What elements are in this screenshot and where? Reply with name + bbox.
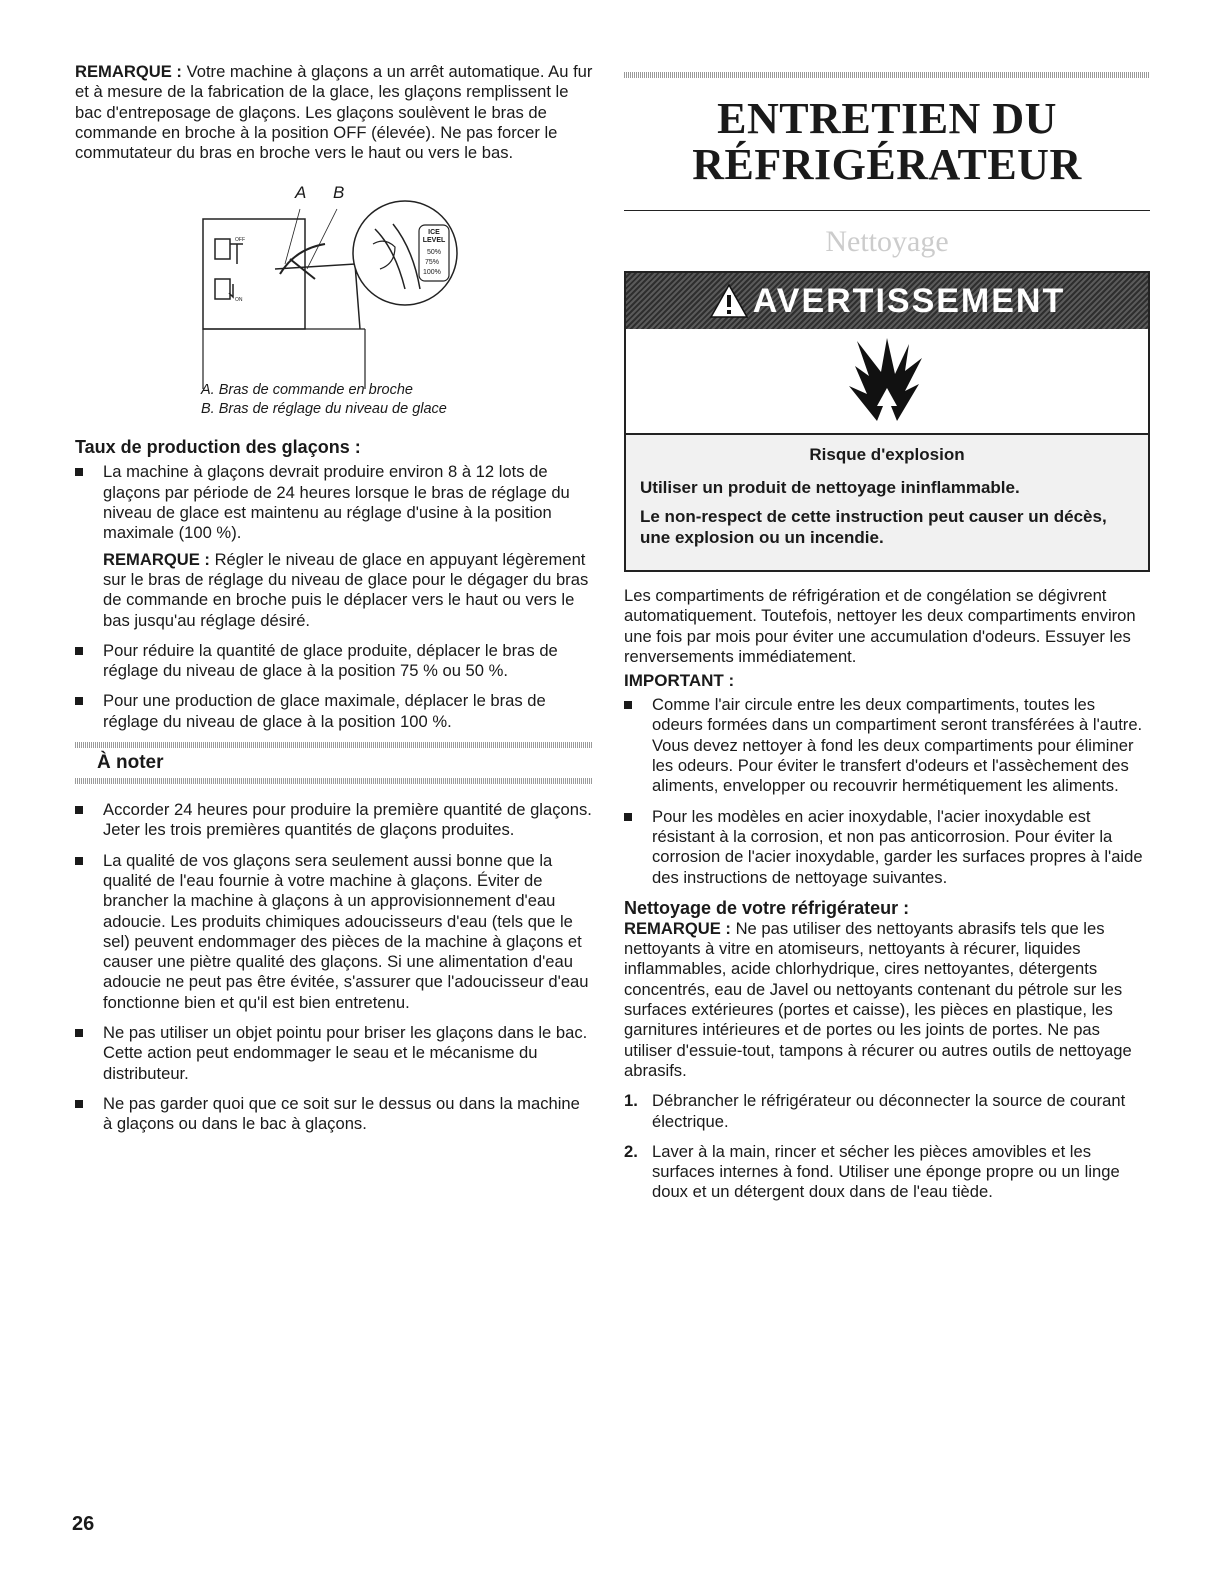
warning-risk: Risque d'explosion (809, 445, 965, 464)
step-item (624, 1091, 1150, 1132)
warning-box (624, 271, 1150, 572)
production-item: Pour une production de glace maximale, déplacer le bras de réglage du niveau de glace à la position 100 %. (75, 691, 593, 732)
figure-label-b: B (333, 183, 345, 203)
warning-triangle-icon (709, 283, 749, 319)
production-item (75, 462, 593, 630)
warning-icon-row (626, 329, 1148, 435)
warning-header (626, 273, 1148, 329)
figure-label-a: A (295, 183, 307, 203)
important-item: Comme l'air circule entre les deux compartiments, toutes les odeurs formées dans un compartiment seront transférées à l'autre. Vous devez nettoyer à fond les deux compartiments pour éliminer les odeurs. Pour éviter le transfert d'odeurs et l'assèchement des aliments, envelopper ou recouvrir hermétiquement les aliments. (624, 695, 1150, 796)
figure-ice-level-label: ICE LEVEL (422, 229, 446, 245)
intro-cleaning-paragraph: Les compartiments de réfrigération et de congélation se dégivrent automatiquement. Toutefois, nettoyer les deux compartiments environ une fois par mois pour éviter une accumulation d'odeurs. Essuyer les renversements immédiatement. (624, 586, 1136, 666)
figure-on-label: ON (235, 297, 243, 304)
noter-item: Ne pas utiliser un objet pointu pour briser les glaçons dans le bac. Cette action peut endommager le seau et le mécanisme du distributeur. (75, 1023, 593, 1084)
figure-caption-a: A. Bras de commande en broche (201, 382, 413, 399)
figure-pct-100: 100% (423, 269, 441, 277)
production-list (75, 462, 593, 732)
cleaning-note-text: Ne pas utiliser des nettoyants abrasifs tels que les nettoyants à vitre en atomiseurs, nettoyants à récurer, liquides inflammables, acide chlorhydrique, cires nettoyantes, détergents concentrés, eau de Javel ou nettoyants contenant du pétrole sur les surfaces extérieures (portes et caisse), les pièces en plastique, les garnitures intérieures et de portes ou les joints de portes. Ne pas utiliser d'essuie-tout, tampons à récurer ou autres outils de nettoyage abrasifs. (624, 918, 1132, 1080)
noter-heading: À noter (97, 752, 164, 774)
intro-text: Votre machine à glaçons a un arrêt automatique. Au fur et à mesure de la fabrication de la glace, les glaçons remplissent le bac d'entreposage de glaçons. Les glaçons soulèvent le bras de commande en broche à la position OFF (élevée). Ne pas forcer le commutateur du bras en broche vers le haut ou vers le bas. (75, 62, 593, 163)
warning-line2: Le non-respect de cette instruction peut causer un décès, une explosion ou un incendie. (640, 507, 1107, 547)
warning-header-text: AVERTISSEMENT (752, 281, 1066, 320)
production-note-label: REMARQUE : (103, 549, 210, 569)
figure-pct-75: 75% (425, 259, 440, 267)
step-number: 2. (624, 1141, 638, 1161)
production-heading: Taux de production des glaçons : (75, 437, 361, 458)
warning-line1: Utiliser un produit de nettoyage ininflammable. (640, 478, 1020, 497)
cleaning-heading: Nettoyage de votre réfrigérateur : (624, 897, 910, 918)
important-list (624, 695, 1150, 888)
page-title (624, 96, 1150, 188)
noter-item: La qualité de vos glaçons sera seulement aussi bonne que la qualité de l'eau fournie à votre machine à glaçons. Éviter de brancher la machine à glaçons à un approvisionnement d'eau adoucie. Les produits chimiques adoucisseurs d'eau (tels que le sel) peuvent endommager des pièces de la machine à glaçons et causer une piètre qualité des glaçons. Si une alimentation d'eau adoucie ne peut pas être évitée, s'assurer que l'adoucisseur d'eau fonctionne bien et qu'il est bien entretenu. (75, 851, 593, 1013)
production-note (103, 550, 593, 631)
figure-caption-b: B. Bras de réglage du niveau de glace (201, 401, 447, 418)
step-text: Laver à la main, rincer et sécher les pièces amovibles et les surfaces internes à fond. Utiliser une éponge propre ou un linge doux et un détergent doux dans de l'eau tiède. (652, 1141, 1120, 1202)
step-number: 1. (624, 1091, 638, 1111)
warning-body (626, 435, 1148, 570)
noter-item: Ne pas garder quoi que ce soit sur le dessus ou dans la machine à glaçons ou dans le bac à glaçons. (75, 1094, 593, 1135)
important-item: Pour les modèles en acier inoxydable, l'acier inoxydable est résistant à la corrosion, et non pas anticorrosion. Pour éviter la corrosion de l'acier inoxydable, garder les surfaces propres à l'aide des instructions de nettoyage suivantes. (624, 807, 1150, 888)
important-heading: IMPORTANT : (624, 671, 735, 691)
page-title-line2: RÉFRIGÉRATEUR (692, 140, 1082, 189)
cleaning-note-label: REMARQUE : (624, 918, 731, 938)
ice-maker-figure (75, 183, 593, 389)
production-item: Pour réduire la quantité de glace produite, déplacer le bras de réglage du niveau de glace à la position 75 % ou 50 %. (75, 641, 593, 682)
title-divider (624, 72, 1150, 78)
ice-maker-diagram (75, 189, 593, 389)
explosion-icon (847, 336, 927, 426)
title-rule (624, 210, 1150, 211)
section-heading: Nettoyage (825, 225, 949, 258)
steps-list (624, 1091, 1150, 1202)
production-item-text: La machine à glaçons devrait produire environ 8 à 12 lots de glaçons par période de 24 heures lorsque le bras de réglage du niveau de glace est maintenu au réglage d'usine à la position maximale (100 %). (103, 462, 570, 543)
production-note-text: Régler le niveau de glace en appuyant légèrement sur le bras de réglage du niveau de glace pour le dégager du bras de commande en broche puis le déplacer vers le haut ou vers le bas jusqu'au réglage désiré. (103, 549, 589, 630)
page-title-line1: ENTRETIEN DU (717, 94, 1057, 143)
right-column (624, 62, 1150, 1213)
noter-item: Accorder 24 heures pour produire la première quantité de glaçons. Jeter les trois premières quantités de glaçons produites. (75, 800, 593, 841)
intro-paragraph (75, 62, 593, 163)
step-text: Débrancher le réfrigérateur ou déconnecter la source de courant électrique. (652, 1091, 1126, 1131)
left-column (75, 62, 593, 1145)
figure-pct-50: 50% (427, 249, 442, 257)
noter-divider-top (75, 742, 593, 748)
noter-list (75, 800, 593, 1134)
figure-off-label: OFF (235, 237, 245, 244)
page-number: 26 (72, 1513, 95, 1535)
cleaning-note (624, 919, 1150, 1081)
noter-divider-bottom (75, 778, 593, 784)
intro-label: REMARQUE : (75, 62, 182, 81)
step-item (624, 1142, 1150, 1203)
